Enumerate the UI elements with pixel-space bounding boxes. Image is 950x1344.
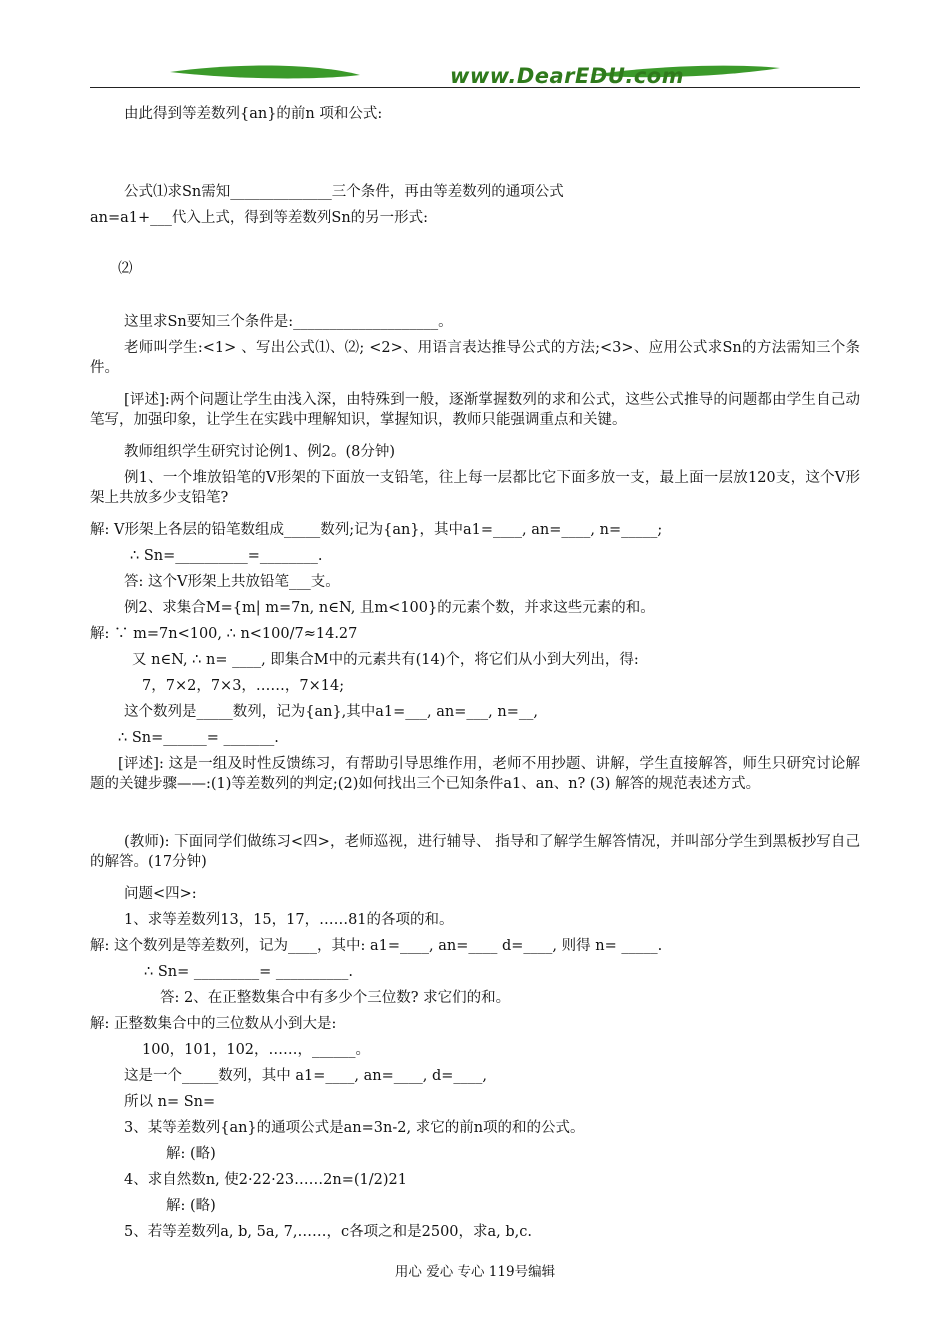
text-line: 5、若等差数列a, b, 5a, 7,……，c各项之和是2500，求a, b,c. — [124, 1224, 533, 1240]
text-line: 解: ∵ m=7n<100, ∴ n<100/7≈14.27 — [90, 626, 358, 642]
text-paragraph: 老师叫学生:<1> 、写出公式⑴、⑵; <2>、用语言表达推导公式的方法;<3>、应用公式求Sn的方法需知三个条件。 — [90, 340, 860, 376]
text-line: 又 n∈N, ∴ n= ____, 即集合M中的元素共有(14)个，将它们从小到大列出，得: — [132, 652, 639, 668]
text-line: 答: 这个V形架上共放铅笔___支。 — [124, 574, 340, 590]
text-line: 解: 正整数集合中的三位数从小到大是: — [90, 1016, 337, 1032]
text-line: 100，101，102，……，______。 — [142, 1042, 371, 1058]
text-line: 答: 2、在正整数集合中有多少个三位数? 求它们的和。 — [160, 990, 511, 1006]
text-line: 解: (略) — [166, 1146, 216, 1162]
text-line: 例2、求集合M={m| m=7n, n∈N, 且m<100}的元素个数，并求这些元素的和。 — [124, 600, 655, 616]
text-line: 教师组织学生研究讨论例1、例2。(8分钟) — [124, 444, 395, 460]
formula-label: ⑵ — [118, 261, 133, 277]
text-line: 公式⑴求Sn需知______________三个条件，再由等差数列的通项公式 — [124, 184, 564, 200]
text-line: 7，7×2，7×3，……，7×14; — [142, 678, 345, 694]
header-logo-banner — [90, 60, 860, 90]
text-paragraph: [评述]:两个问题让学生由浅入深，由特殊到一般，逐渐掌握数列的求和公式，这些公式推导的问题都由学生自己动笔写，加强印象，让学生在实践中理解知识，掌握知识，教师只能强调重点和关键。 — [90, 392, 860, 428]
text-paragraph: (教师): 下面同学们做练习<四>，老师巡视，进行辅导、 指导和了解学生解答情况，并叫部分学生到黑板抄写自己的解答。(17分钟) — [90, 834, 860, 870]
text-line: 1、求等差数列13，15，17，……81的各项的和。 — [124, 912, 454, 928]
text-line: ∴ Sn=__________=________. — [130, 548, 323, 564]
text-line: an=a1+___代入上式，得到等差数列Sn的另一形式: — [90, 210, 429, 226]
text-line: 这里求Sn要知三个条件是:____________________。 — [124, 314, 453, 330]
text-line: 解: 这个数列是等差数列，记为____，其中: a1=____, an=____ d=____, 则得 n= _____. — [90, 938, 663, 954]
text-line: 4、求自然数n, 使2·22·23……2n=(1/2)21 — [124, 1172, 407, 1188]
text-line: 这个数列是_____数列，记为{an},其中a1=___, an=___, n=__, — [124, 704, 538, 720]
text-line: ∴ Sn= _________= __________. — [144, 964, 353, 980]
text-paragraph: [评述]: 这是一组及时性反馈练习，有帮助引导思维作用，老师不用抄题、讲解，学生直接解答，师生只研究讨论解题的关键步骤——:(1)等差数列的判定;(2)如何找出三个已知条件a1、an、n? (3) 解答的规范表述方式。 — [90, 756, 860, 792]
text-line: 问题<四>: — [124, 886, 197, 902]
text-line: 解: (略) — [166, 1198, 216, 1214]
text-line: 由此得到等差数列{an}的前n 项和公式: — [124, 106, 383, 122]
text-line: 解: V形架上各层的铅笔数组成_____数列;记为{an}，其中a1=____, an=____, n=_____; — [90, 522, 663, 538]
site-logo-text[interactable]: www.DearEDU.com — [450, 64, 685, 88]
text-line: ∴ Sn=______= _______. — [118, 730, 279, 746]
page-footer: 用心 爱心 专心 119号编辑 — [394, 1264, 556, 1280]
header-rule — [90, 87, 860, 88]
text-paragraph: 例1、一个堆放铅笔的V形架的下面放一支铅笔，往上每一层都比它下面多放一支，最上面一层放120支，这个V形架上共放多少支铅笔? — [90, 470, 860, 506]
text-line: 3、某等差数列{an}的通项公式是an=3n-2, 求它的前n项的和的公式。 — [124, 1120, 585, 1136]
text-line: 这是一个_____数列，其中 a1=____, an=____, d=____, — [124, 1068, 487, 1084]
text-line: 所以 n= Sn= — [124, 1094, 216, 1110]
